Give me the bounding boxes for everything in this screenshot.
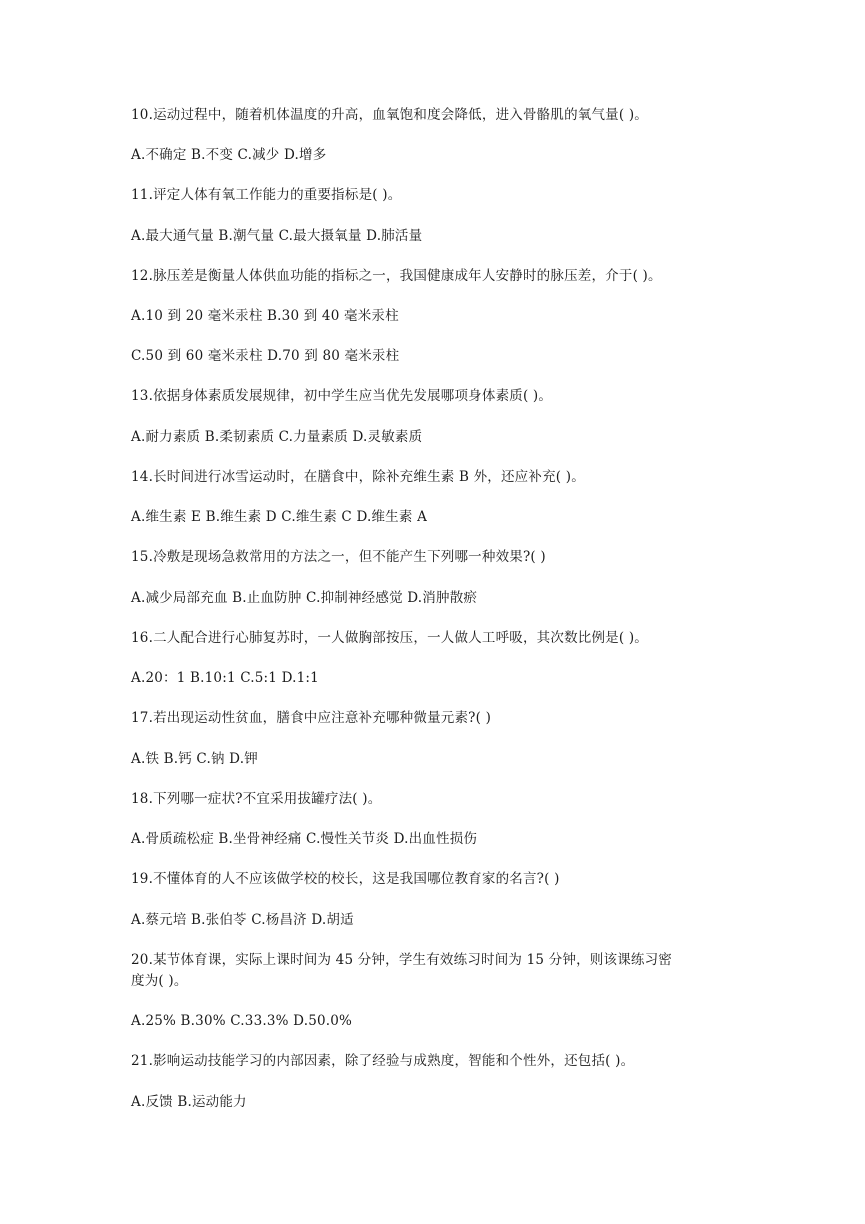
options-12-ab: A.10 到 20 毫米汞柱 B.30 到 40 毫米汞柱 <box>131 308 399 324</box>
question-20-line1: 20.某节体育课，实际上课时间为 45 分钟，学生有效练习时间为 15 分钟，则该课练习密 <box>131 952 672 968</box>
options-14: A.维生素 E B.维生素 D C.维生素 C D.维生素 A <box>131 509 428 525</box>
options-16: A.20：1 B.10:1 C.5:1 D.1:1 <box>131 670 319 686</box>
options-18: A.骨质疏松症 B.坐骨神经痛 C.慢性关节炎 D.出血性损伤 <box>131 831 478 847</box>
question-10: 10.运动过程中，随着机体温度的升高，血氧饱和度会降低，进入骨骼肌的氧气量( )。 <box>131 107 648 123</box>
question-19: 19.不懂体育的人不应该做学校的校长，这是我国哪位教育家的名言?( ) <box>131 871 560 887</box>
options-15: A.减少局部充血 B.止血防肿 C.抑制神经感觉 D.消肿散瘀 <box>131 590 478 606</box>
question-18: 18.下列哪一症状?不宜采用拔罐疗法( )。 <box>131 791 382 807</box>
options-17: A.铁 B.钙 C.钠 D.钾 <box>131 751 258 767</box>
options-11: A.最大通气量 B.潮气量 C.最大摄氧量 D.肺活量 <box>131 228 423 244</box>
question-16: 16.二人配合进行心肺复苏时，一人做胸部按压，一人做人工呼吸，其次数比例是( )。 <box>131 630 648 646</box>
question-12: 12.脉压差是衡量人体供血功能的指标之一，我国健康成年人安静时的脉压差，介于( )。 <box>131 268 662 284</box>
question-14: 14.长时间进行冰雪运动时，在膳食中，除补充维生素 B 外，还应补充( )。 <box>131 469 585 485</box>
options-10: A.不确定 B.不变 C.减少 D.增多 <box>131 147 327 163</box>
options-19: A.蔡元培 B.张伯苓 C.杨昌济 D.胡适 <box>131 912 354 928</box>
options-12-cd: C.50 到 60 毫米汞柱 D.70 到 80 毫米汞柱 <box>131 348 400 364</box>
question-17: 17.若出现运动性贫血，膳食中应注意补充哪种微量元素?( ) <box>131 710 492 726</box>
question-13: 13.依据身体素质发展规律，初中学生应当优先发展哪项身体素质( )。 <box>131 388 553 404</box>
options-20: A.25% B.30% C.33.3% D.50.0% <box>131 1013 353 1029</box>
question-11: 11.评定人体有氧工作能力的重要指标是( )。 <box>131 187 402 203</box>
question-15: 15.冷敷是现场急救常用的方法之一，但不能产生下列哪一种效果?( ) <box>131 549 546 565</box>
options-13: A.耐力素质 B.柔韧素质 C.力量素质 D.灵敏素质 <box>131 429 423 445</box>
question-20-line2: 度为( )。 <box>131 973 188 989</box>
question-21: 21.影响运动技能学习的内部因素，除了经验与成熟度，智能和个性外，还包括( )。 <box>131 1053 635 1069</box>
options-21: A.反馈 B.运动能力 <box>131 1094 247 1110</box>
